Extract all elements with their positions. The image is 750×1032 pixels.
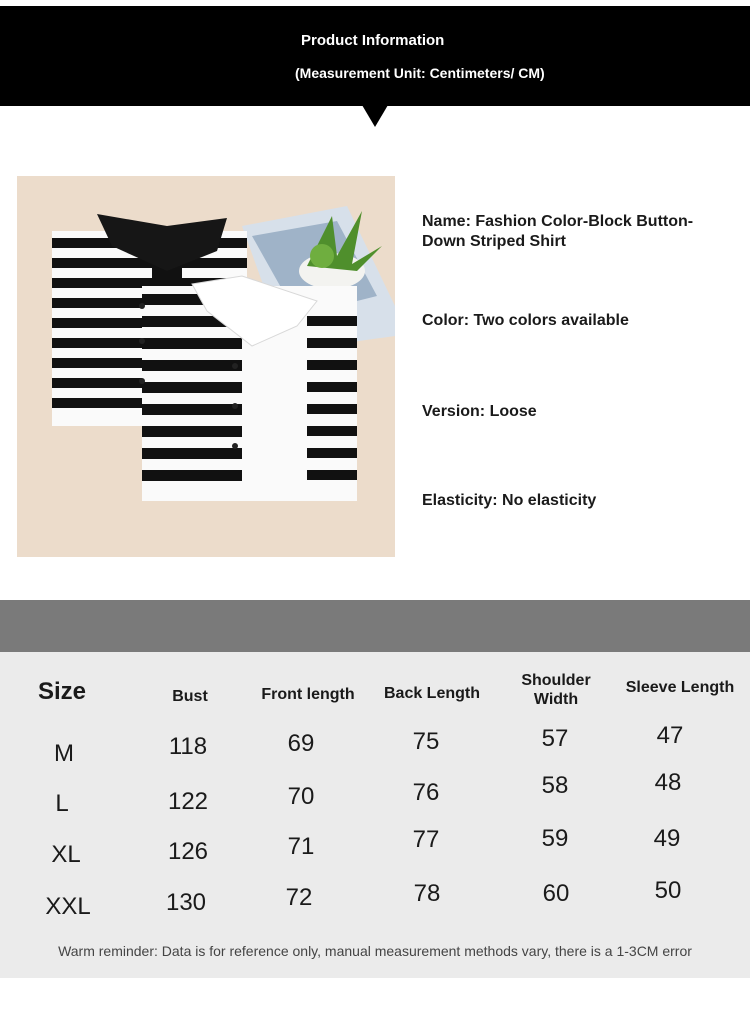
section-divider — [0, 600, 750, 652]
row-m-size: M — [54, 740, 74, 767]
row-m-front-length: 69 — [287, 730, 315, 757]
row-xl-front-length: 71 — [287, 833, 315, 860]
row-l-shoulder-width: 58 — [541, 772, 569, 799]
row-xxl-size: XXL — [45, 893, 91, 920]
header-size: Size — [37, 678, 87, 705]
row-m-bust: 118 — [168, 733, 208, 760]
header-banner — [0, 6, 750, 106]
row-xl-size: XL — [51, 841, 81, 868]
row-xl-back-length: 77 — [412, 826, 440, 853]
row-l-front-length: 70 — [287, 783, 315, 810]
row-xxl-bust: 130 — [165, 889, 207, 916]
row-xxl-shoulder-width: 60 — [542, 880, 570, 907]
header-sleeve-length: Sleeve Length — [625, 679, 735, 696]
info-color: Color: Two colors available — [422, 312, 629, 329]
banner-title: Product Information — [301, 32, 445, 49]
info-version: Version: Loose — [422, 403, 537, 420]
info-name: Name: Fashion Color-Block Button-Down Striped Shirt — [422, 213, 694, 250]
striped-shirt-photo — [17, 176, 395, 557]
info-elasticity: Elasticity: No elasticity — [422, 492, 597, 509]
banner-subtitle: (Measurement Unit: Centimeters/ CM) — [295, 65, 545, 81]
row-xxl-front-length: 72 — [285, 884, 313, 911]
row-l-back-length: 76 — [412, 779, 440, 806]
row-l-bust: 122 — [167, 788, 209, 815]
row-xl-shoulder-width: 59 — [541, 825, 569, 852]
row-xxl-back-length: 78 — [413, 880, 441, 907]
header-shoulder-width: Shoulder Width — [521, 672, 591, 708]
row-l-size: L — [55, 790, 69, 817]
row-m-sleeve-length: 47 — [656, 722, 684, 749]
product-photo — [17, 176, 395, 557]
row-xl-bust: 126 — [167, 838, 209, 865]
header-back-length: Back Length — [383, 685, 480, 702]
banner-pointer — [362, 105, 388, 127]
row-m-shoulder-width: 57 — [541, 725, 569, 752]
warm-reminder: Warm reminder: Data is for reference only, manual measurement methods vary, there is a 1-3CM error — [58, 943, 692, 959]
size-table — [0, 652, 750, 978]
header-bust: Bust — [172, 688, 208, 705]
row-xl-sleeve-length: 49 — [653, 825, 681, 852]
row-xxl-sleeve-length: 50 — [654, 877, 682, 904]
row-m-back-length: 75 — [412, 728, 440, 755]
header-front-length: Front length — [261, 686, 355, 703]
row-l-sleeve-length: 48 — [654, 769, 682, 796]
